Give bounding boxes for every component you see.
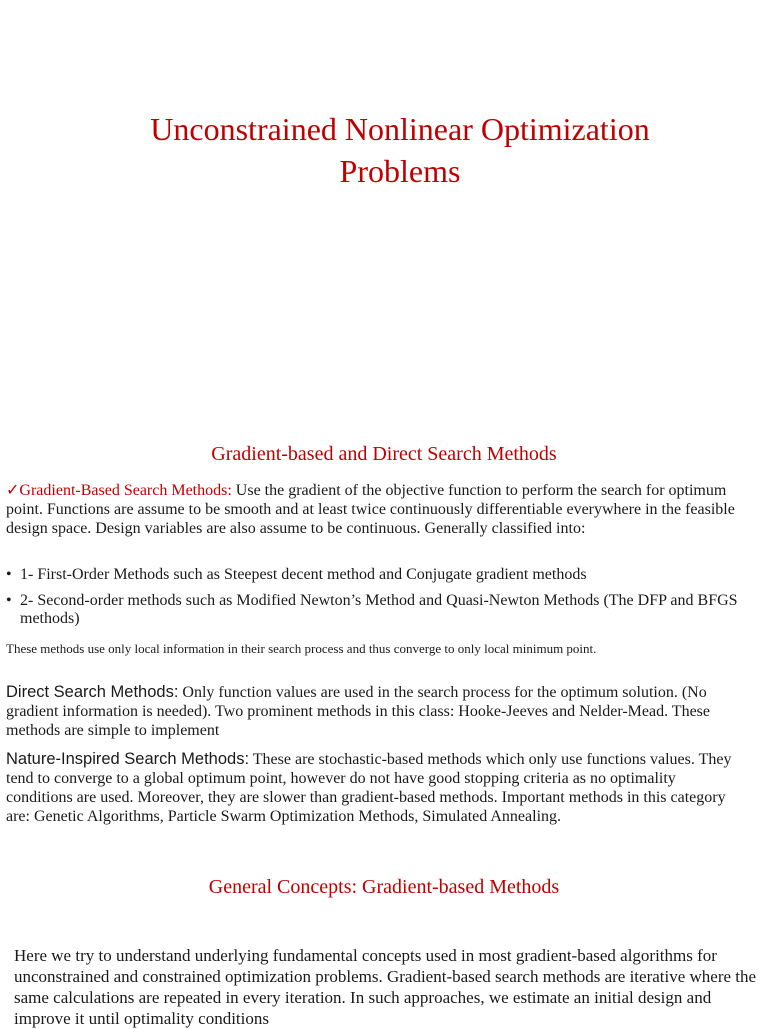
gradient-based-text: Use the gradient of the objective function to perform the search for optimum point. Functions are assume to be smooth and at least twice continuously differentiable everywhere in the feasible design space. Design variables are also assume to be continuous. Generally classified into:: [6, 482, 735, 537]
method-order-list: [6, 566, 746, 636]
local-information-note: These methods use only local information in their search process and thus converge to only local minimum point.: [6, 641, 597, 656]
general-concepts-intro: Here we try to understand underlying fundamental concepts used in most gradient-based algorithms for unconstrained and constrained optimization problems. Gradient-based search methods are iterative where the same calculations are repeated in every iteration. In such approaches, we estimate an initial design and improve it until optimality conditions: [14, 946, 757, 1028]
list-item-text: 1- First-Order Methods such as Steepest decent method and Conjugate gradient methods: [20, 566, 587, 583]
page-title-line1: Unconstrained Nonlinear Optimization: [150, 111, 650, 147]
gradient-based-item: [6, 481, 746, 538]
page-title-line2: Problems: [339, 153, 461, 189]
section-heading-gradient-direct: Gradient-based and Direct Search Methods: [211, 443, 557, 465]
nature-inspired-text: These are stochastic-based methods which only use functions values. They tend to converge to a global optimum point, however do not have good stopping criteria as no optimality conditions are used. Moreover, they are slower than gradient-based methods. Important methods in this category are: Genetic Algorithms, Particle Swarm Optimization Methods, Simulated Annealing.: [6, 751, 732, 825]
direct-search-paragraph: [6, 683, 746, 740]
page-title: [60, 108, 740, 192]
gradient-based-label: Gradient-Based Search Methods:: [19, 482, 232, 499]
nature-inspired-label: Nature-Inspired Search Methods:: [6, 750, 250, 768]
list-item: [6, 566, 746, 584]
list-item-text: 2- Second-order methods such as Modified Newton’s Method and Quasi-Newton Methods (The DFP and BFGS methods): [20, 592, 738, 627]
list-item: [6, 592, 746, 628]
direct-search-text: Only function values are used in the search process for the optimum solution. (No gradient information is needed). Two prominent methods in this class: Hooke-Jeeves and Nelder-Mead. These methods are simple to implement: [6, 684, 711, 739]
direct-search-label: Direct Search Methods:: [6, 683, 179, 701]
nature-inspired-paragraph: [6, 750, 746, 826]
bullet-icon: •: [6, 592, 12, 609]
section-heading-general-concepts: General Concepts: Gradient-based Methods: [208, 876, 560, 898]
checkmark-icon: ✓: [6, 482, 20, 499]
bullet-icon: •: [6, 566, 12, 583]
